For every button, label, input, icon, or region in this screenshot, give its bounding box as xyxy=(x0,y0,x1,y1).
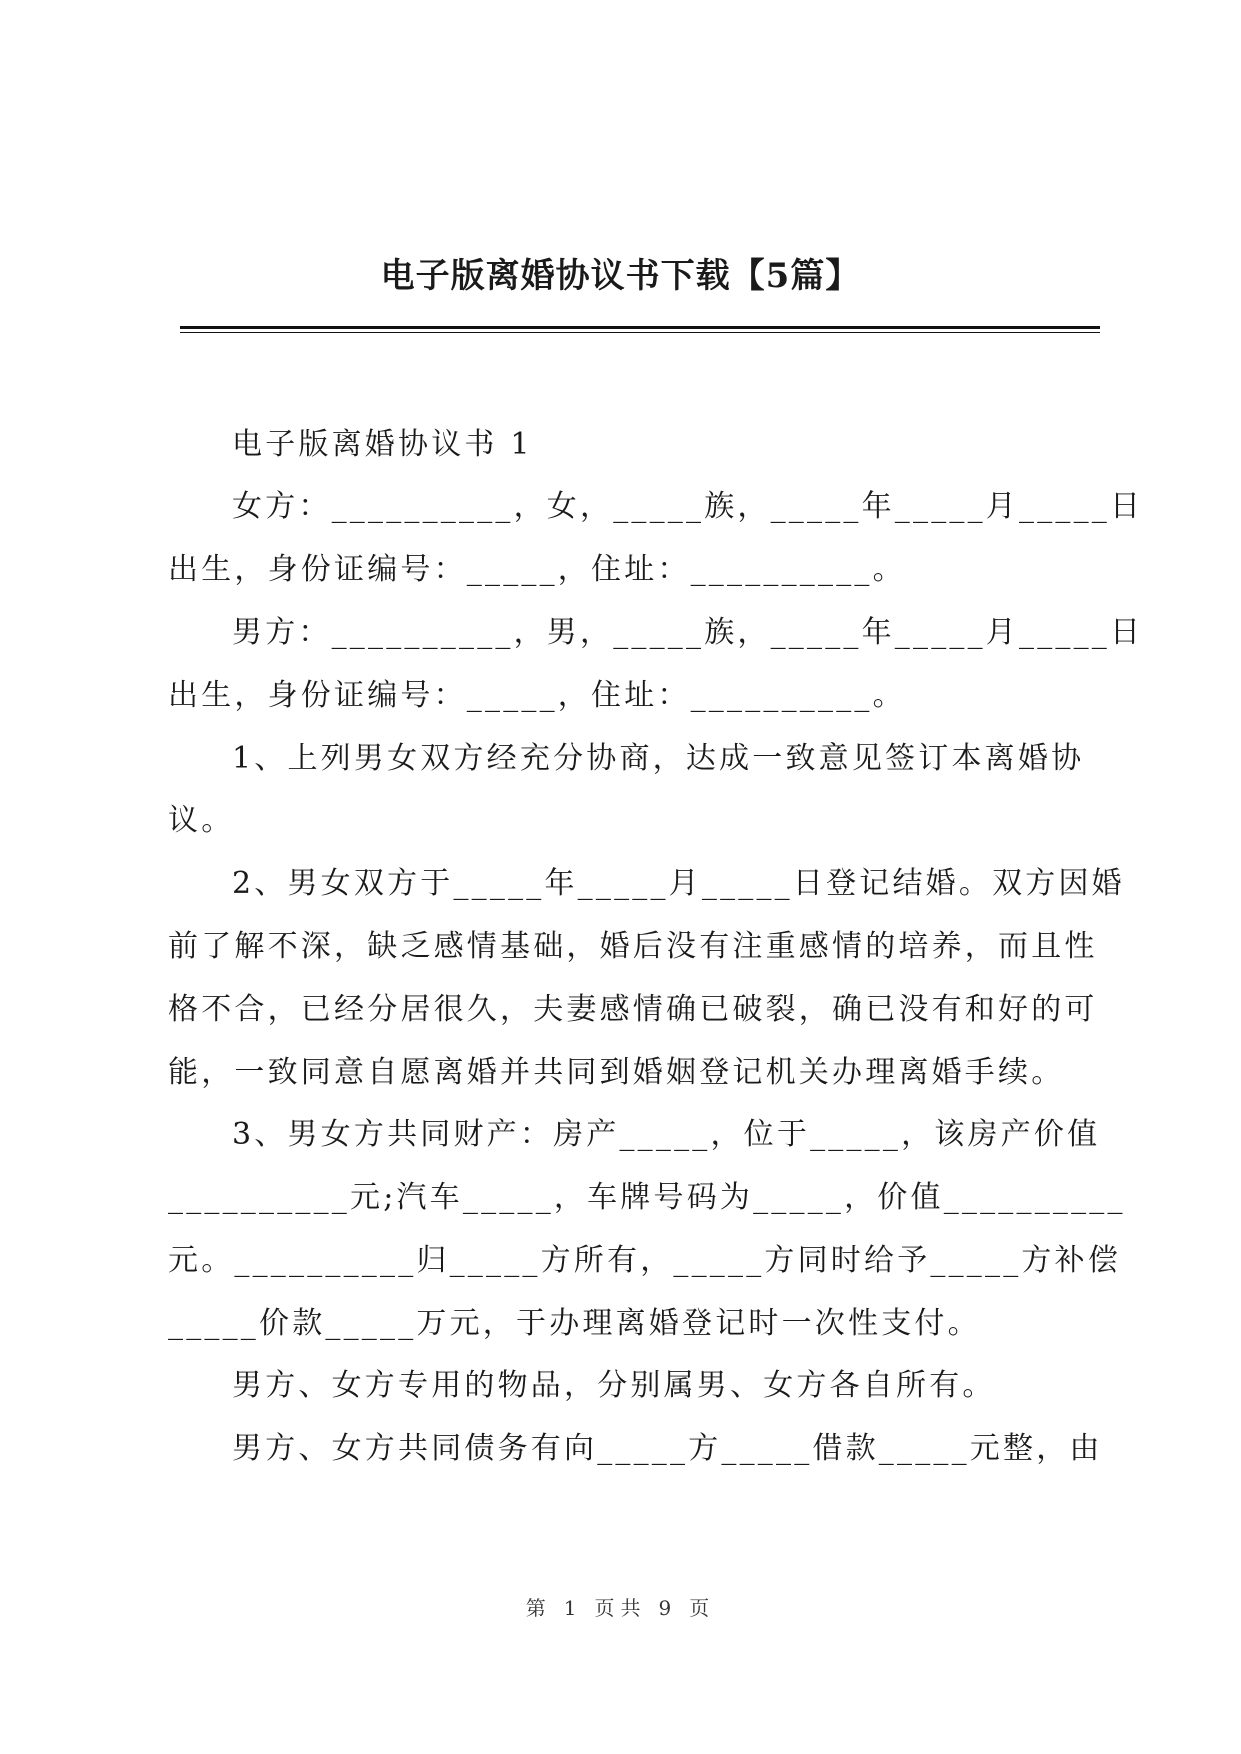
page-footer xyxy=(0,1592,1241,1621)
body-line: 议。 xyxy=(168,803,235,838)
body-line: _____价款_____万元，于办理离婚登记时一次性支付。 xyxy=(168,1306,981,1341)
title-divider-thin xyxy=(180,332,1100,333)
body-line: 女方：__________，女，_____族，_____年_____月_____日 xyxy=(232,489,1144,524)
body-line: 男方、女方专用的物品，分别属男、女方各自所有。 xyxy=(232,1368,996,1403)
body-line: 3、男女方共同财产：房产_____，位于_____，该房产价值 xyxy=(232,1117,1101,1152)
footer-current-page: 1 xyxy=(563,1596,583,1620)
footer-prefix: 第 xyxy=(525,1596,552,1620)
document-title: 电子版离婚协议书下载【5篇】 xyxy=(380,256,861,296)
body-line: 1、上列男女双方经充分协商，达成一致意见签订本离婚协 xyxy=(232,741,1085,776)
body-line: 出生，身份证编号：_____，住址：__________。 xyxy=(168,552,906,587)
body-line: 出生，身份证编号：_____，住址：__________。 xyxy=(168,678,906,713)
section-heading: 电子版离婚协议书 1 xyxy=(232,427,533,462)
body-line: 2、男女双方于_____年_____月_____日登记结婚。双方因婚 xyxy=(232,866,1125,901)
body-line: __________元;汽车_____，车牌号码为_____，价值__________ xyxy=(168,1180,1126,1215)
footer-mid: 页共 xyxy=(594,1596,647,1620)
body-line: 能，一致同意自愿离婚并共同到婚姻登记机关办理离婚手续。 xyxy=(168,1055,1065,1090)
title-divider-thick xyxy=(180,326,1100,329)
body-line: 男方：__________，男，_____族，_____年_____月_____日 xyxy=(232,615,1144,650)
body-line: 元。__________归_____方所有，_____方同时给予_____方补偿 xyxy=(168,1243,1121,1278)
body-line: 男方、女方共同债务有向_____方_____借款_____元整，由 xyxy=(232,1431,1103,1466)
footer-total-pages: 9 xyxy=(658,1596,678,1620)
footer-suffix: 页 xyxy=(689,1596,716,1620)
body-line: 前了解不深，缺乏感情基础，婚后没有注重感情的培养，而且性 xyxy=(168,929,1098,964)
body-line: 格不合，已经分居很久，夫妻感情确已破裂，确已没有和好的可 xyxy=(168,992,1098,1027)
